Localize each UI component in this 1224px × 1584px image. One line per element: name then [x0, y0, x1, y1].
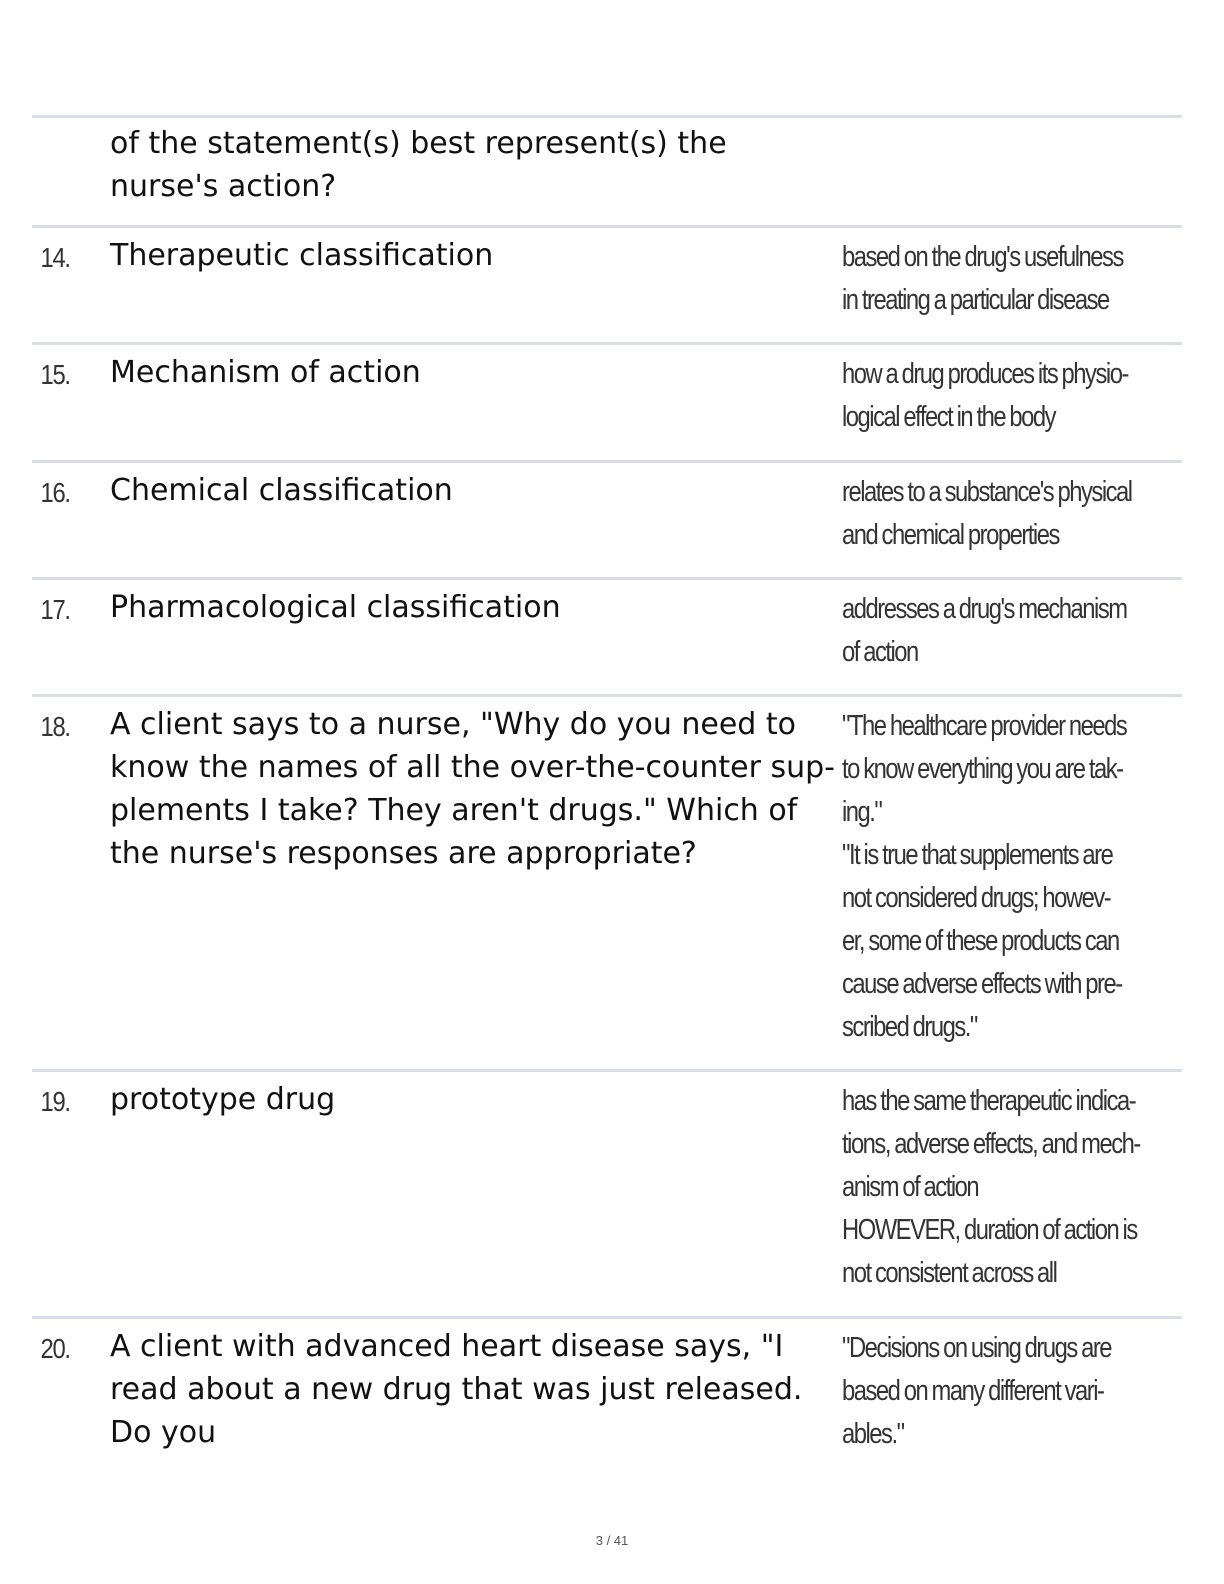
row-definition	[842, 580, 1189, 694]
definition-line: "It is true that supplements are	[842, 839, 1113, 871]
table-row	[32, 225, 1182, 342]
row-term: A client says to a nurse, "Why do you need to know the names of all the over-the-counter sup-plements I take? They aren't drugs." Which of the nurse's responses are appropriate?	[110, 707, 835, 871]
table-row	[32, 1316, 1182, 1466]
definition-line: not consistent across all	[842, 1257, 1057, 1289]
row-definition	[842, 1319, 1182, 1466]
row-definition	[842, 118, 1182, 225]
definition-line: in treating a particular disease	[842, 284, 1109, 316]
row-term: prototype drug	[110, 1082, 336, 1117]
definition-line: based on many different vari-	[842, 1375, 1104, 1407]
definition-line: tions, adverse effects, and mech-	[842, 1128, 1140, 1160]
row-definition	[842, 228, 1185, 342]
definition-line: to know everything you are tak-	[842, 753, 1123, 785]
row-definition	[842, 345, 1191, 460]
flashcard-table	[32, 115, 1182, 1466]
definition-line: has the same therapeutic indica-	[842, 1085, 1136, 1117]
definition-line: not considered drugs; howev-	[842, 882, 1111, 914]
row-term: A client with advanced heart disease says, "I read about a new drug that was just released. Do you	[110, 1329, 803, 1450]
row-definition	[842, 1072, 1205, 1316]
definition-line: of action	[842, 636, 918, 668]
table-row	[32, 577, 1182, 694]
definition-line: cause adverse effects with pre-	[842, 968, 1122, 1000]
definition-line: HOWEVER, duration of action is	[842, 1214, 1137, 1246]
row-definition	[842, 697, 1189, 1069]
definition-line: addresses a drug's mechanism	[842, 593, 1127, 625]
definition-line: how a drug produces its physio-	[842, 358, 1128, 390]
row-number: 15.	[40, 359, 70, 390]
page-number: 3 / 41	[595, 1533, 629, 1548]
definition-line: er, some of these products can	[842, 925, 1119, 957]
definition-line: logical effect in the body	[842, 401, 1056, 433]
row-number: 14.	[40, 242, 70, 273]
row-definition	[842, 463, 1195, 577]
table-row	[32, 1069, 1182, 1316]
definition-line: "The healthcare provider needs	[842, 710, 1127, 742]
row-term: of the statement(s) best represent(s) the nurse's action?	[110, 126, 727, 204]
definition-line: relates to a substance's physical	[842, 476, 1132, 508]
definition-line: ing."	[842, 796, 882, 828]
row-number: 16.	[40, 477, 70, 508]
definition-line: based on the drug's usefulness	[842, 241, 1123, 273]
row-term: Chemical classification	[110, 473, 453, 508]
row-number: 20.	[40, 1333, 70, 1364]
table-row	[32, 694, 1182, 1069]
table-row	[32, 342, 1182, 460]
definition-line: and chemical properties	[842, 519, 1059, 551]
row-number: 17.	[40, 594, 70, 625]
definition-line: "Decisions on using drugs are	[842, 1332, 1112, 1364]
definition-line: ables."	[842, 1418, 904, 1450]
definition-line: anism of action	[842, 1171, 979, 1203]
row-term: Pharmacological classification	[110, 590, 561, 625]
table-row	[32, 115, 1182, 225]
row-term: Mechanism of action	[110, 355, 421, 390]
row-number	[32, 118, 98, 225]
row-term: Therapeutic classification	[110, 238, 494, 273]
definition-line: scribed drugs."	[842, 1011, 977, 1043]
row-number: 18.	[40, 711, 70, 742]
table-row	[32, 460, 1182, 577]
row-number: 19.	[40, 1086, 70, 1117]
